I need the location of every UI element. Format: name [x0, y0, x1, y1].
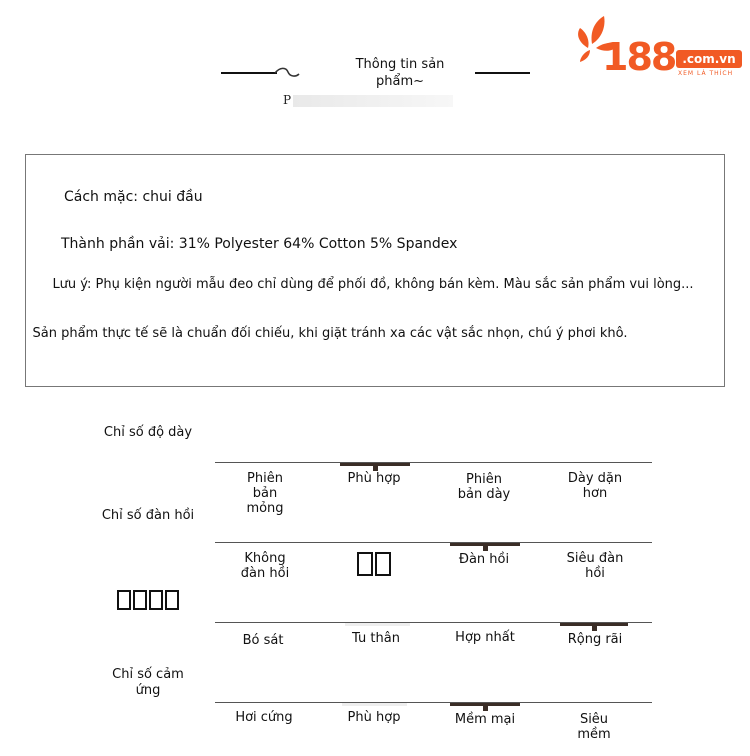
row-label-softness: Chỉ số cảm ứng [112, 667, 184, 698]
header-rule-right [475, 72, 530, 74]
accessory-note: Lưu ý: Phụ kiện người mẫu đeo chỉ dùng để phối đồ, không bán kèm. Màu sắc sản phẩm vui lòng... [52, 277, 694, 292]
option-cell-selected: Phù hợp [347, 471, 401, 486]
option-cell: Siêu đàn hồi [566, 551, 624, 581]
section-title: Thông tin sản phẩm~ [355, 57, 445, 89]
option-cell-selected: Đàn hồi [458, 552, 510, 567]
header-rule-left [221, 72, 277, 74]
row-label-elasticity: Chỉ số đàn hồi [101, 508, 195, 523]
option-cell: Hợp nhất [455, 630, 515, 645]
option-cell: Không đàn hồi [240, 551, 290, 581]
selected-marker [560, 623, 628, 626]
option-cell-missing-glyphs [324, 552, 424, 580]
row-label-fit [98, 590, 198, 615]
option-cell: Tu thân [352, 631, 400, 646]
logo-number: 188 [602, 35, 676, 79]
fabric-composition: Thành phần vải: 31% Polyester 64% Cotton 5% Spandex [61, 236, 458, 252]
row-rule-4 [215, 702, 652, 703]
option-cell: Siêu mềm [577, 712, 611, 742]
option-cell-selected: Rộng rãi [567, 632, 623, 647]
option-cell: Phiên bản dày [457, 472, 511, 502]
selected-marker [450, 703, 520, 706]
selected-marker [450, 543, 520, 546]
section-subtitle: P [283, 93, 473, 107]
row-label-thickness: Chỉ số độ dày [103, 425, 193, 440]
option-cell: Phiên bản mỏng [246, 471, 284, 516]
option-cell: Bó sát [242, 633, 284, 648]
swirl-ornament-icon [274, 66, 300, 80]
option-cell-selected: Mềm mại [454, 712, 516, 727]
row-rule-1 [215, 462, 652, 463]
logo-tagline: XEM LÀ THÍCH [678, 70, 734, 77]
wearing-style: Cách mặc: chui đầu [64, 189, 203, 205]
faint-marker [342, 703, 407, 706]
selected-marker [340, 463, 410, 466]
care-note: Sản phẩm thực tế sẽ là chuẩn đối chiếu, khi giặt tránh xa các vật sắc nhọn, chú ý phơi khô. [32, 326, 628, 341]
logo-domain: .com.vn [676, 50, 742, 68]
option-cell: Hơi cứng [235, 710, 293, 725]
product-info-box [25, 154, 725, 387]
option-cell: Dày dặn hơn [567, 471, 623, 501]
row-rule-2 [215, 542, 652, 543]
option-cell: Phù hợp [347, 710, 401, 725]
faint-marker [345, 623, 410, 626]
